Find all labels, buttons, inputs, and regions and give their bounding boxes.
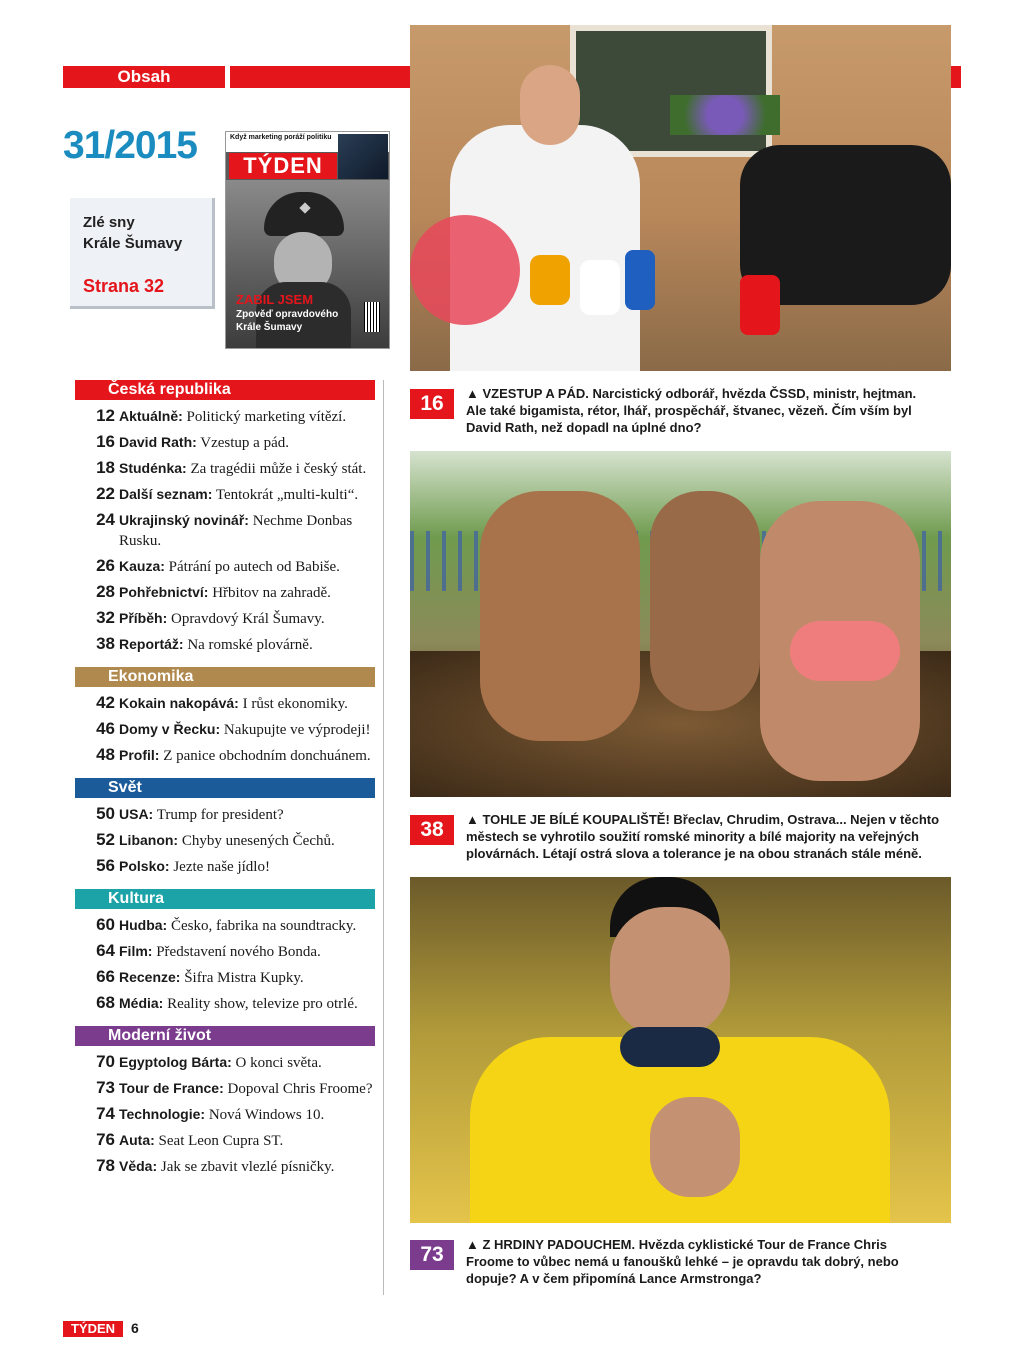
- toc-entry-text: [119, 608, 375, 629]
- toc-entry[interactable]: [75, 1156, 375, 1177]
- table-of-contents: [75, 380, 375, 1182]
- toc-entry-text: [119, 915, 375, 936]
- toc-entry-label: David Rath:: [119, 434, 197, 450]
- section-heading: Ekonomika: [75, 667, 375, 687]
- toc-entry-description: I růst ekonomiky.: [242, 696, 348, 712]
- toc-entry-description: Dopoval Chris Froome?: [227, 1081, 373, 1097]
- toc-page-number: 42: [96, 693, 115, 712]
- toc-entry-label: Aktuálně:: [119, 408, 183, 424]
- header-rule-end: [951, 66, 961, 88]
- toc-entry-description: Nechme Donbas Rusku.: [119, 513, 353, 549]
- caption-vzestup-a-pad: ▲ VZESTUP A PÁD. Narcistický odborář, hvězda ČSSD, ministr, hejtman. Ale také bigamista, rétor, lhář, prospěchář, štvanec, vězeň. Čím vším byl David Rath, než dopadl na úplné dno?: [466, 386, 917, 435]
- section-heading: Kultura: [75, 889, 375, 909]
- toc-entry-label: USA:: [119, 806, 154, 822]
- toc-entry-description: Politický marketing vítězí.: [186, 409, 347, 425]
- toc-entry-description: Trump for president?: [156, 807, 284, 823]
- toc-entry-description: Šifra Mistra Kupky.: [184, 970, 304, 986]
- toc-entry-label: Reportáž:: [119, 636, 184, 652]
- section-heading: Moderní život: [75, 1026, 375, 1046]
- toc-page-number: 74: [96, 1104, 115, 1123]
- column-divider: [383, 380, 384, 1295]
- toc-entry-text: [119, 484, 375, 505]
- toc-entry[interactable]: [75, 556, 375, 577]
- toc-entry-description: Reality show, televize pro otrlé.: [167, 996, 358, 1012]
- toc-entry-label: Hudba:: [119, 917, 168, 933]
- toc-entry-label: Libanon:: [119, 832, 179, 848]
- cover-logo: TÝDEN: [229, 153, 337, 179]
- page-badge-73[interactable]: 73: [410, 1240, 454, 1270]
- footer-page-number: 6: [131, 1320, 139, 1336]
- toc-page-number: 76: [96, 1130, 115, 1149]
- cover-tagline: Když marketing poráží politiku: [230, 134, 332, 141]
- toc-entry[interactable]: [75, 993, 375, 1014]
- toc-entry[interactable]: [75, 856, 375, 877]
- toc-entry-text: [119, 856, 375, 877]
- toc-entry-text: [119, 967, 375, 988]
- toc-entry-label: Profil:: [119, 747, 160, 763]
- toc-entry-description: Česko, fabrika na soundtracky.: [170, 918, 357, 934]
- issue-number: 31/2015: [63, 124, 197, 167]
- toc-entry-description: Jak se zbavit vlezlé písničky.: [160, 1159, 335, 1175]
- toc-entry-label: Auta:: [119, 1132, 155, 1148]
- toc-entry-description: Pátrání po autech od Babiše.: [168, 559, 340, 575]
- toc-entry-description: Jezte naše jídlo!: [173, 859, 270, 875]
- toc-entry-description: Hřbitov na zahradě.: [212, 585, 331, 601]
- toc-page-number: 18: [96, 458, 115, 477]
- toc-page-number: 64: [96, 941, 115, 960]
- toc-page-number: 78: [96, 1156, 115, 1175]
- toc-entry[interactable]: [75, 719, 375, 740]
- cover-story-page: Strana 32: [83, 276, 165, 296]
- toc-page-number: 52: [96, 830, 115, 849]
- toc-entry-description: Seat Leon Cupra ST.: [158, 1133, 284, 1149]
- photo-chris-froome[interactable]: [410, 877, 951, 1223]
- caption-bile-koupaliste: ▲ TOHLE JE BÍLÉ KOUPALIŠTĚ! Břeclav, Chrudim, Ostrava... Nejen v těchto městech se vyhrotilo soužití romské minority a bílé majority na veřejných plovárnách. Létají ostrá slova a tolerance je na obou stranách stále méně.: [466, 812, 940, 861]
- toc-entry-text: [119, 1130, 375, 1151]
- toc-entry-description: Nová Windows 10.: [208, 1107, 325, 1123]
- photo-koupaliste[interactable]: [410, 451, 951, 797]
- toc-page-number: 38: [96, 634, 115, 653]
- toc-page-number: 46: [96, 719, 115, 738]
- toc-entry-text: [119, 458, 375, 479]
- toc-entry[interactable]: [75, 1104, 375, 1125]
- photo-david-rath[interactable]: [410, 25, 951, 371]
- toc-entry-description: Z panice obchodním donchuánem.: [163, 748, 371, 764]
- section-heading: Svět: [75, 778, 375, 798]
- toc-entry-text: [119, 1078, 375, 1099]
- toc-entry-label: Egyptolog Bárta:: [119, 1054, 232, 1070]
- toc-page-number: 24: [96, 510, 115, 529]
- toc-entry-label: Studénka:: [119, 460, 187, 476]
- toc-entry-text: [119, 1104, 375, 1125]
- magazine-cover-thumbnail[interactable]: [225, 131, 390, 349]
- toc-entry[interactable]: [75, 582, 375, 603]
- toc-entry-label: Polsko:: [119, 858, 170, 874]
- toc-entry-text: [119, 941, 375, 962]
- toc-entry[interactable]: [75, 804, 375, 825]
- toc-page-number: 16: [96, 432, 115, 451]
- toc-entry-text: [119, 432, 375, 453]
- cover-sub2: Krále Šumavy: [236, 322, 303, 333]
- toc-entry-text: [119, 582, 375, 603]
- toc-entry[interactable]: [75, 1130, 375, 1151]
- toc-entry-description: Vzestup a pád.: [200, 435, 289, 451]
- toc-entry-text: [119, 804, 375, 825]
- cover-title-line2: Krále Šumavy: [83, 235, 183, 252]
- toc-entry[interactable]: [75, 510, 375, 551]
- page-badge-38[interactable]: 38: [410, 815, 454, 845]
- toc-page-number: 28: [96, 582, 115, 601]
- header-rule: [230, 66, 410, 88]
- cover-title-line1: Zlé sny: [83, 214, 135, 231]
- toc-entry-text: [119, 693, 375, 714]
- toc-entry-description: O konci světa.: [235, 1055, 322, 1071]
- toc-entry-text: [119, 1156, 375, 1177]
- toc-entry[interactable]: [75, 406, 375, 427]
- toc-page-number: 73: [96, 1078, 115, 1097]
- toc-page-number: 26: [96, 556, 115, 575]
- toc-entry-description: Opravdový Král Šumavy.: [170, 611, 325, 627]
- toc-entry-label: Film:: [119, 943, 153, 959]
- toc-entry-label: Recenze:: [119, 969, 181, 985]
- toc-entry-label: Příběh:: [119, 610, 168, 626]
- toc-entry-label: Věda:: [119, 1158, 158, 1174]
- toc-entry-label: Média:: [119, 995, 164, 1011]
- toc-entry-label: Tour de France:: [119, 1080, 224, 1096]
- toc-page-number: 60: [96, 915, 115, 934]
- section-header-obsah: [63, 66, 225, 88]
- toc-entry-description: Chyby unesených Čechů.: [181, 833, 335, 849]
- toc-page-number: 12: [96, 406, 115, 425]
- toc-page-number: 22: [96, 484, 115, 503]
- toc-entry[interactable]: [75, 941, 375, 962]
- toc-entry-text: [119, 556, 375, 577]
- toc-entry-text: [119, 634, 375, 655]
- toc-entry[interactable]: [75, 634, 375, 655]
- toc-page-number: 68: [96, 993, 115, 1012]
- cover-headline: ZABIL JSEM: [236, 292, 314, 307]
- toc-entry-description: Na romské plovárně.: [187, 637, 313, 653]
- toc-page-number: 50: [96, 804, 115, 823]
- toc-entry[interactable]: [75, 967, 375, 988]
- toc-entry[interactable]: [75, 1052, 375, 1073]
- toc-entry-description: Tentokrát „multi-kulti“.: [215, 487, 359, 503]
- cover-story-title: [83, 212, 182, 254]
- toc-entry-label: Kauza:: [119, 558, 165, 574]
- toc-entry[interactable]: [75, 830, 375, 851]
- footer-logo: TÝDEN: [63, 1321, 123, 1337]
- toc-entry-text: [119, 830, 375, 851]
- cover-sub1: Zpověď opravdového: [236, 309, 339, 320]
- toc-entry-description: Představení nového Bonda.: [156, 944, 321, 960]
- toc-page-number: 32: [96, 608, 115, 627]
- toc-entry[interactable]: [75, 432, 375, 453]
- toc-entry-label: Ukrajinský novinář:: [119, 512, 249, 528]
- toc-entry-label: Další seznam:: [119, 486, 213, 502]
- toc-entry[interactable]: [75, 745, 375, 766]
- toc-page-number: 66: [96, 967, 115, 986]
- toc-entry-label: Domy v Řecku:: [119, 721, 221, 737]
- toc-entry-description: Za tragédii může i český stát.: [190, 461, 367, 477]
- toc-entry[interactable]: [75, 458, 375, 479]
- toc-entry[interactable]: [75, 484, 375, 505]
- toc-page-number: 48: [96, 745, 115, 764]
- toc-entry-text: [119, 993, 375, 1014]
- toc-entry-text: [119, 719, 375, 740]
- section-heading: Česká republika: [75, 380, 375, 400]
- section-header-label: Obsah: [117, 67, 171, 86]
- toc-page-number: 56: [96, 856, 115, 875]
- toc-entry-text: [119, 406, 375, 427]
- toc-entry-text: [119, 745, 375, 766]
- caption-z-hrdiny-padouchem: ▲ Z HRDINY PADOUCHEM. Hvězda cyklistické Tour de France Chris Froome to vůbec nemá u fanoušků lehké – je opravdu tak dobrý, nebo dopuje? A v čem připomíná Lance Armstronga?: [466, 1237, 899, 1286]
- toc-entry-text: [119, 510, 375, 551]
- toc-entry[interactable]: [75, 693, 375, 714]
- toc-entry-label: Technologie:: [119, 1106, 206, 1122]
- toc-entry[interactable]: [75, 608, 375, 629]
- toc-entry-label: Kokain nakopává:: [119, 695, 239, 711]
- toc-page-number: 70: [96, 1052, 115, 1071]
- toc-entry-text: [119, 1052, 375, 1073]
- toc-entry-label: Pohřebnictví:: [119, 584, 209, 600]
- toc-entry[interactable]: [75, 915, 375, 936]
- toc-entry-description: Nakupujte ve výprodeji!: [223, 722, 371, 738]
- page-badge-16[interactable]: 16: [410, 389, 454, 419]
- toc-entry[interactable]: [75, 1078, 375, 1099]
